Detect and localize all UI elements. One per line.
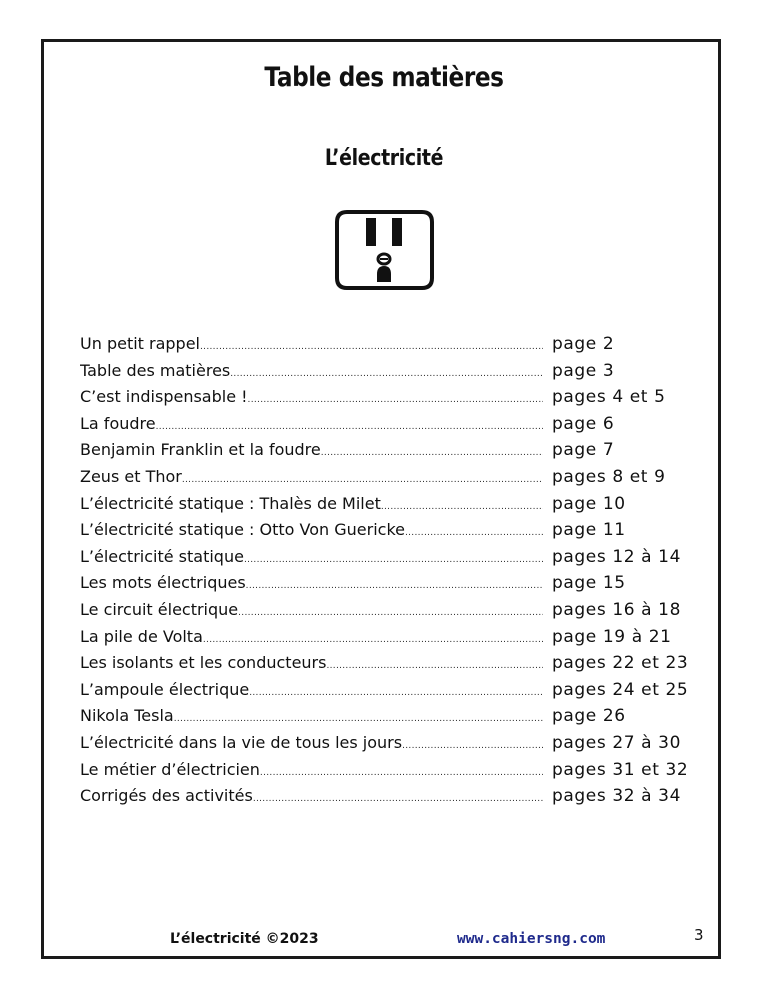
- toc-entry-pages: pages 4 et 5: [552, 387, 666, 408]
- toc-entry-pages: pages 16 à 18: [552, 599, 682, 620]
- toc-entry: [80, 467, 700, 494]
- toc-entry-left: [80, 361, 543, 380]
- toc-dot-leader: [230, 369, 543, 379]
- toc-entry-pages: page 7: [552, 440, 615, 461]
- toc-entry: [80, 361, 700, 388]
- toc-entry-left: [80, 334, 543, 353]
- toc-entry-left: [80, 760, 543, 779]
- toc-entry-left: [80, 547, 543, 566]
- toc-entry: [80, 733, 700, 760]
- toc-entry: [80, 680, 700, 707]
- toc-entry-left: [80, 573, 543, 592]
- toc-entry-pages: page 11: [552, 520, 626, 541]
- toc-entry-pages: pages 24 et 25: [552, 679, 689, 700]
- toc-entry-left: [80, 733, 543, 752]
- toc-entry-title: Corrigés des activités: [80, 786, 253, 806]
- toc-entry-left: [80, 680, 543, 699]
- toc-dot-leader: [203, 635, 543, 645]
- toc-entry-left: [80, 414, 543, 433]
- toc-dot-leader: [402, 741, 543, 751]
- toc-dot-leader: [182, 475, 543, 485]
- footer-copyright: L’électricité ©2023: [170, 931, 319, 947]
- toc-entry-left: [80, 494, 543, 513]
- toc-entry-title: Table des matières: [80, 360, 231, 380]
- toc-entry: [80, 414, 700, 441]
- toc-dot-leader: [246, 581, 543, 591]
- toc-entry: [80, 627, 700, 654]
- toc-entry-pages: page 19 à 21: [552, 626, 672, 647]
- toc-entry-title: Les isolants et les conducteurs: [80, 653, 327, 673]
- toc-dot-leader: [260, 768, 543, 778]
- page-subtitle: L’électricité: [324, 146, 444, 171]
- toc-entry-left: [80, 706, 543, 725]
- toc-entry: [80, 494, 700, 521]
- footer-website-link[interactable]: www.cahiersng.com: [457, 931, 606, 947]
- toc-dot-leader: [326, 661, 543, 671]
- table-of-contents: [80, 334, 700, 813]
- toc-entry-title: Benjamin Franklin et la foudre: [80, 440, 321, 460]
- page-title: Table des matières: [264, 62, 504, 93]
- toc-dot-leader: [253, 794, 543, 804]
- toc-entry-pages: pages 32 à 34: [552, 786, 682, 807]
- toc-dot-leader: [244, 555, 543, 565]
- toc-entry: [80, 760, 700, 787]
- toc-entry: [80, 786, 700, 813]
- toc-entry-title: La foudre: [80, 413, 156, 433]
- toc-entry-title: L’électricité statique: [80, 546, 244, 566]
- toc-dot-leader: [249, 688, 543, 698]
- toc-entry-left: [80, 520, 543, 539]
- toc-entry: [80, 440, 700, 467]
- toc-entry-left: [80, 467, 543, 486]
- toc-entry: [80, 706, 700, 733]
- toc-entry-pages: pages 31 et 32: [552, 759, 689, 780]
- toc-entry-title: L’ampoule électrique: [80, 679, 250, 699]
- toc-entry: [80, 600, 700, 627]
- toc-entry-left: [80, 600, 543, 619]
- toc-entry-title: C’est indispensable !: [80, 387, 248, 407]
- toc-dot-leader: [238, 608, 543, 618]
- toc-entry: [80, 387, 700, 414]
- toc-entry-left: [80, 387, 543, 406]
- toc-entry: [80, 573, 700, 600]
- toc-entry-left: [80, 440, 543, 459]
- toc-entry-left: [80, 627, 543, 646]
- toc-dot-leader: [156, 422, 543, 432]
- toc-entry-title: L’électricité dans la vie de tous les jours: [80, 732, 403, 752]
- toc-entry-pages: page 15: [552, 573, 626, 594]
- toc-entry-pages: page 10: [552, 493, 626, 514]
- toc-entry-title: Le métier d’électricien: [80, 759, 260, 779]
- toc-entry: [80, 334, 700, 361]
- toc-dot-leader: [405, 528, 543, 538]
- toc-entry-title: Le circuit électrique: [80, 599, 239, 619]
- toc-dot-leader: [248, 395, 543, 405]
- page-number: 3: [694, 926, 704, 944]
- toc-entry-title: L’électricité statique : Thalès de Milet: [80, 493, 381, 513]
- toc-entry-title: Nikola Tesla: [80, 706, 174, 726]
- toc-entry-title: La pile de Volta: [80, 626, 203, 646]
- toc-dot-leader: [174, 714, 543, 724]
- toc-entry-title: Les mots électriques: [80, 573, 246, 593]
- toc-entry-pages: page 26: [552, 706, 626, 727]
- toc-dot-leader: [321, 448, 543, 458]
- toc-entry-title: L’électricité statique : Otto Von Guericke: [80, 520, 405, 540]
- toc-entry: [80, 547, 700, 574]
- toc-entry: [80, 653, 700, 680]
- toc-entry-pages: pages 27 à 30: [552, 732, 682, 753]
- toc-entry-pages: page 6: [552, 413, 615, 434]
- toc-entry-pages: pages 12 à 14: [552, 546, 682, 567]
- toc-entry-left: [80, 786, 543, 805]
- toc-dot-leader: [381, 502, 543, 512]
- toc-entry-pages: page 2: [552, 334, 615, 354]
- toc-entry-title: Zeus et Thor: [80, 466, 182, 486]
- toc-entry-pages: page 3: [552, 360, 615, 381]
- toc-entry-left: [80, 653, 543, 672]
- toc-entry: [80, 520, 700, 547]
- toc-entry-pages: pages 22 et 23: [552, 653, 689, 674]
- electrical-outlet-icon: [333, 208, 436, 292]
- toc-entry-title: Un petit rappel: [80, 334, 200, 353]
- toc-entry-pages: pages 8 et 9: [552, 466, 666, 487]
- toc-dot-leader: [200, 342, 543, 352]
